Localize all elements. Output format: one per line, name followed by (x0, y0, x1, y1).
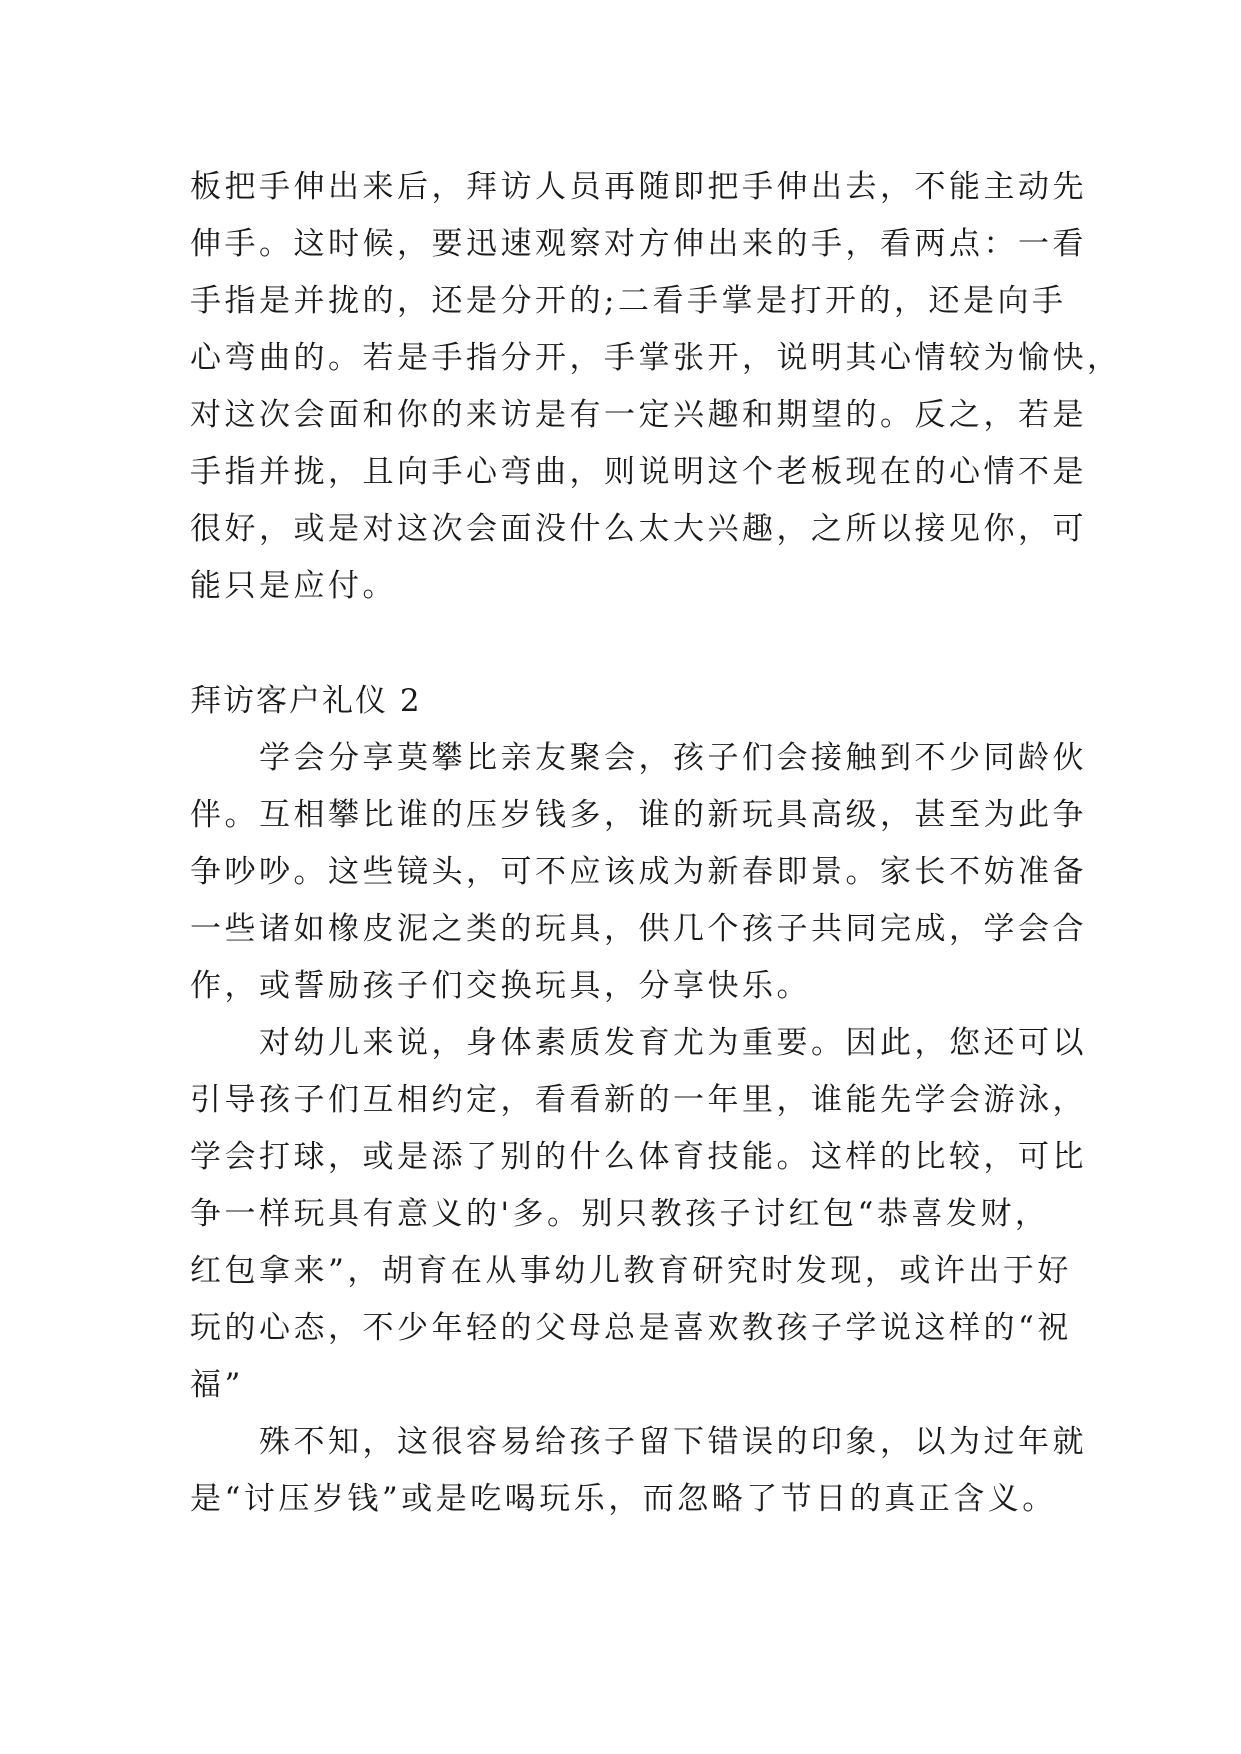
text-line: 能只是应付。 (190, 568, 397, 604)
text-line: 伴。互相攀比谁的压岁钱多，谁的新玩具高级，甚至为此争 (190, 797, 1087, 833)
text-line: 手指并拢，且向手心弯曲，则说明这个老板现在的心情不是 (190, 454, 1087, 490)
text-line: 引导孩子们互相约定，看看新的一年里，谁能先学会游泳， (190, 1082, 1087, 1118)
text-line: 板把手伸出来后，拜访人员再随即把手伸出去，不能主动先 (190, 169, 1087, 205)
text-line: 学会打球，或是添了别的什么体育技能。这样的比较，可比 (190, 1139, 1087, 1175)
text-line: 是“讨压岁钱”或是吃喝玩乐，而忽略了节日的真正含义。 (190, 1481, 1057, 1517)
text-line: 学会分享莫攀比亲友聚会，孩子们会接触到不少同龄伙 (190, 740, 1087, 776)
section-heading: 拜访客户礼仪 2 (190, 683, 422, 719)
text-line: 对这次会面和你的来访是有一定兴趣和期望的。反之，若是 (190, 397, 1087, 433)
text-line: 手指是并拢的，还是分开的;二看手掌是打开的，还是向手 (190, 283, 1067, 319)
text-line: 争吵吵。这些镜头，可不应该成为新春即景。家长不妨准备 (190, 854, 1087, 890)
text-line: 玩的心态，不少年轻的父母总是喜欢教孩子学说这样的“祝 (190, 1310, 1072, 1346)
text-line: 一些诸如橡皮泥之类的玩具，供几个孩子共同完成，学会合 (190, 911, 1087, 947)
text-line: 很好，或是对这次会面没什么太大兴趣，之所以接见你，可 (190, 511, 1087, 547)
text-line: 对幼儿来说，身体素质发育尤为重要。因此，您还可以 (190, 1025, 1087, 1061)
text-line: 作，或誓励孩子们交换玩具，分享快乐。 (190, 968, 811, 1004)
text-line: 心弯曲的。若是手指分开，手掌张开，说明其心情较为愉快， (190, 340, 1122, 376)
text-line: 伸手。这时候，要迅速观察对方伸出来的手，看两点：一看 (190, 226, 1087, 262)
text-line: 红包拿来”，胡育在从事幼儿教育研究时发现，或许出于好 (190, 1253, 1072, 1289)
text-line: 福” (190, 1367, 244, 1403)
text-line: 争一样玩具有意义的'多。别只教孩子讨红包“恭喜发财， (190, 1196, 1050, 1232)
text-line: 殊不知，这很容易给孩子留下错误的印象，以为过年就 (190, 1424, 1087, 1460)
